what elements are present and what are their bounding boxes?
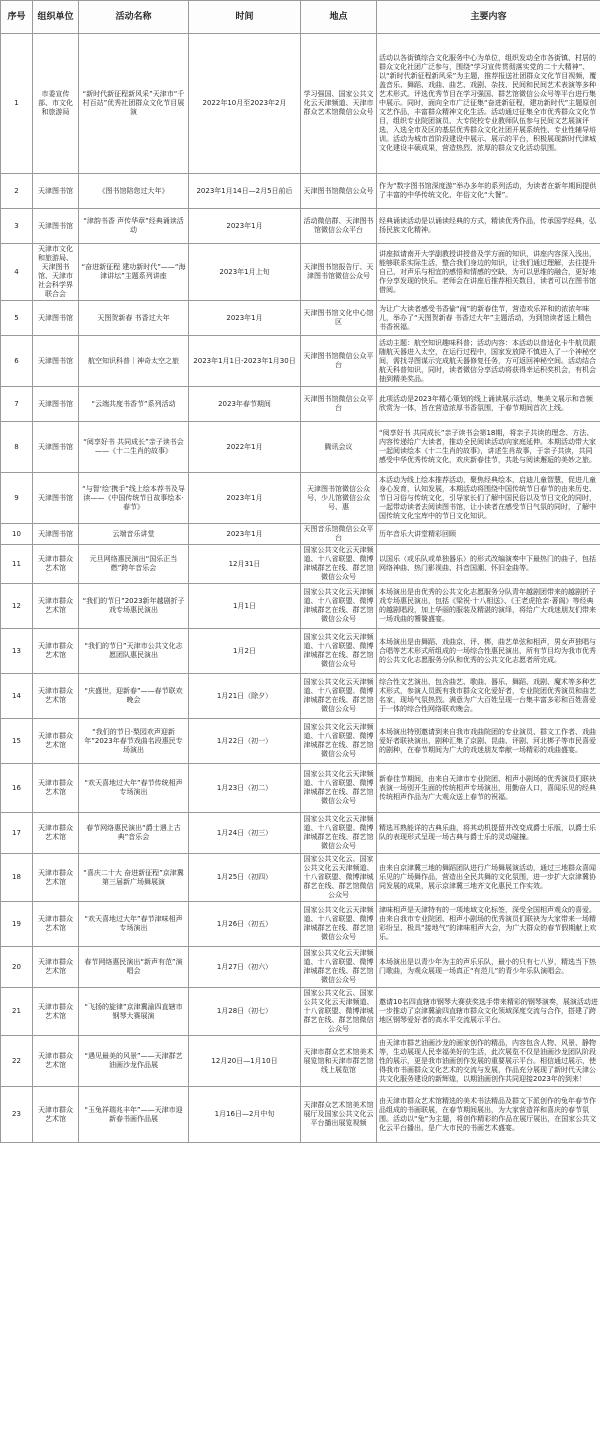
row-place: 腾讯会议 bbox=[301, 422, 377, 473]
table-row bbox=[1, 674, 600, 719]
row-place: 国家公共文化云天津频道、十八省联盟、微博津城群艺在线、群艺馆微信公众号 bbox=[301, 902, 377, 947]
table-row bbox=[1, 719, 600, 764]
table-row bbox=[1, 34, 600, 174]
row-name: 元旦网络惠民演出“国乐正当燃”跨年音乐会 bbox=[79, 545, 189, 584]
row-number: 22 bbox=[1, 1036, 33, 1087]
row-content: 此项活动是2023年精心策划的线上诵读展示活动，集美文展示和音频欣赏为一体，旨在营造浓厚书香氛围，于春节期间首次上线。 bbox=[377, 387, 600, 422]
row-name: “津韵书香 声传华章”经典诵读活动 bbox=[79, 209, 189, 244]
row-org: 天津图书馆 bbox=[33, 209, 79, 244]
row-number: 1 bbox=[1, 34, 33, 174]
row-number: 21 bbox=[1, 988, 33, 1036]
row-org: 天津市群众艺术馆 bbox=[33, 854, 79, 902]
row-number: 6 bbox=[1, 336, 33, 387]
header-no: 序号 bbox=[1, 1, 33, 34]
row-place: 学习强国、国家公共文化云天津频道、天津市群众艺术馆微信公众号 bbox=[301, 34, 377, 174]
row-place: 天津图书馆报告厅、天津图书馆微信公众号 bbox=[301, 244, 377, 301]
row-content: 作为“数字图书馆深度游”举办多年的系列活动，为读者在新年期间提供了丰富的中华传统文化、年俗文化“大餐”。 bbox=[377, 174, 600, 209]
row-number: 14 bbox=[1, 674, 33, 719]
row-name: “我们的节日·梨园欢声迎新年”2023年春节戏曲名段惠民专场演出 bbox=[79, 719, 189, 764]
table-row bbox=[1, 387, 600, 422]
row-time: 12月31日 bbox=[189, 545, 301, 584]
table-row bbox=[1, 301, 600, 336]
row-org: 天津市群众艺术馆 bbox=[33, 947, 79, 988]
row-content: 由来自京津冀三地的舞蹈团队进行广场舞展演活动，通过三地群众喜闻乐见的广场舞作品，营造出全民共舞的文化氛围，进一步扩大京津冀协同发展的成果，展示京津冀三地齐文化惠民工作实效。 bbox=[377, 854, 600, 902]
row-name: “庆盛世，迎新春”——春节联欢晚会 bbox=[79, 674, 189, 719]
row-number: 10 bbox=[1, 524, 33, 545]
row-number: 16 bbox=[1, 764, 33, 813]
row-place: 天津图书馆微信公众号 bbox=[301, 174, 377, 209]
row-org: 天津市群众艺术馆 bbox=[33, 1087, 79, 1143]
row-number: 20 bbox=[1, 947, 33, 988]
table-row bbox=[1, 336, 600, 387]
row-content: 新春佳节期间，由来自天津市专业院团、相声小剧场的优秀演员们联袂表演一场别开生面的传统相声专场演出，用勤奋人口，喜闻乐见的经典传统相声作品为广大观众送上春节的祝福。 bbox=[377, 764, 600, 813]
row-content: 以国乐（或乐队或单独器乐）的形式改编演奏中下最热门的曲子，包括网络神曲、热门影视曲、抖音国潮、怀旧金曲等。 bbox=[377, 545, 600, 584]
table-row bbox=[1, 854, 600, 902]
row-number: 9 bbox=[1, 473, 33, 524]
table-row bbox=[1, 524, 600, 545]
row-place: 国家公共文化云、国家公共文化云天津频道、十八省联盟、微博津城群艺在线、群艺馆微信公众号 bbox=[301, 854, 377, 902]
header-content: 主要内容 bbox=[377, 1, 600, 34]
row-place: 国家公共文化云天津频道、十八省联盟、微博津城群艺在线、群艺馆微信公众号 bbox=[301, 947, 377, 988]
row-number: 3 bbox=[1, 209, 33, 244]
row-time: 1月2日 bbox=[189, 629, 301, 674]
row-place: 天津图书馆微信公众号、少儿馆微信公众号、惠 bbox=[301, 473, 377, 524]
table-row bbox=[1, 584, 600, 629]
row-org: 天津市群众艺术馆 bbox=[33, 1036, 79, 1087]
row-name: “遇见最美的风景”——天津群艺油画沙龙作品展 bbox=[79, 1036, 189, 1087]
row-name: “飞扬的旋律”京津冀渝四直辖市钢琴大赛展演 bbox=[79, 988, 189, 1036]
row-content: 精选耳熟能详的古典乐曲，将其动机提留并改变成爵士乐版，以爵士乐队的表现形式呈现一场古典与爵士乐的灵动碰撞。 bbox=[377, 813, 600, 854]
row-name: “我们的节日”天津市公共文化志愿团队惠民演出 bbox=[79, 629, 189, 674]
row-org: 天津图书馆 bbox=[33, 524, 79, 545]
row-time: 1月21日（除夕） bbox=[189, 674, 301, 719]
row-number: 8 bbox=[1, 422, 33, 473]
row-time: 1月25日（初四） bbox=[189, 854, 301, 902]
row-org: 天津市群众艺术馆 bbox=[33, 764, 79, 813]
row-name: “喜庆二十大 奋进新征程”京津冀第三届新广场舞展演 bbox=[79, 854, 189, 902]
row-content: 讲座拟请南开大学副教授讲授普及学方面的知识，讲座内容深入浅出，能够联系实际生活，整合我们身边的知识，让我们通过理解，去往提升自己，对声乐与相宜的感悟和情感的空缺，为可以思维的融合，更好地作分享发现的快乐。老师会在讲座后推荐相关数目，读者可以在图书馆借阅。 bbox=[377, 244, 600, 301]
row-time: 1月16日—2月中旬 bbox=[189, 1087, 301, 1143]
table-row bbox=[1, 947, 600, 988]
table-row bbox=[1, 1087, 600, 1143]
row-org: 天津市群众艺术馆 bbox=[33, 988, 79, 1036]
row-place: 天图音乐馆微信公众平台 bbox=[301, 524, 377, 545]
table-header-row bbox=[1, 1, 600, 34]
row-name: “与智‘绘’携手”线上绘本荐书及导读——《中国传统节日故事绘本·春节》 bbox=[79, 473, 189, 524]
row-org: 天津图书馆 bbox=[33, 387, 79, 422]
row-org: 天津市群众艺术馆 bbox=[33, 545, 79, 584]
row-time: 1月26日（初五） bbox=[189, 902, 301, 947]
row-content: 本场演出是以青少年为主的声乐乐队，最小的只有七八岁，精选当下热门歌曲，为观众展现一场真正“有范儿”的青少年乐队演唱会。 bbox=[377, 947, 600, 988]
row-content: 历年音乐大讲堂精彩回顾 bbox=[377, 524, 600, 545]
row-time: 1月24日（初三） bbox=[189, 813, 301, 854]
row-number: 15 bbox=[1, 719, 33, 764]
row-number: 2 bbox=[1, 174, 33, 209]
row-name: 天图贺新春 书香过大年 bbox=[79, 301, 189, 336]
row-name: 春节网络惠民演出“新声有范”演唱会 bbox=[79, 947, 189, 988]
row-place: 活动微信群、天津图书馆微信公众平台 bbox=[301, 209, 377, 244]
row-place: 国家公共文化云天津频道、十八省联盟、微博津城群艺在线、群艺馆微信公众号 bbox=[301, 584, 377, 629]
row-time: 2023年1月14日—2月5日前后 bbox=[189, 174, 301, 209]
row-number: 23 bbox=[1, 1087, 33, 1143]
row-content: 本活动为线上绘本推荐活动，聚焦经典绘本，启迪儿童智慧，促进儿童身心发育，认知发展，本期活动将围绕中国传统节日春节的由来历史、节日习俗与传统文化，引导家长们了解中国民俗以及节日文化的同时，一起带动读者去阅读图书馆，让小读者在感受节日气氛的同时，了解中国传统文化宝库中的节日文化知识。 bbox=[377, 473, 600, 524]
header-place: 地点 bbox=[301, 1, 377, 34]
table-row bbox=[1, 174, 600, 209]
row-place: 天津群众艺术馆美术馆展厅及国家公共文化云平台播出展览视频 bbox=[301, 1087, 377, 1143]
row-name: “欢天喜地过大年”春节津味相声专场演出 bbox=[79, 902, 189, 947]
row-org: 天津图书馆 bbox=[33, 301, 79, 336]
row-time: 2023年春节期间 bbox=[189, 387, 301, 422]
row-place: 国家公共文化云天津频道、十八省联盟、微博津城群艺在线、群艺馆微信公众号 bbox=[301, 545, 377, 584]
row-content: 津味相声是天津特有的一项地域文化标签，深受全国相声观众的喜爱。由来自我市专业院团、相声小剧场的优秀演员们联袂为大家带来一场精彩纷呈、极具“接地气”的津味相声大会，为广大群众的春节假期献上欢乐。 bbox=[377, 902, 600, 947]
row-time: 1月28日（初七） bbox=[189, 988, 301, 1036]
row-name: 《图书馆陪您过大年》 bbox=[79, 174, 189, 209]
row-time: 2023年1月 bbox=[189, 209, 301, 244]
header-name: 活动名称 bbox=[79, 1, 189, 34]
row-content: 为让广大读者感受书香偷“闹”的新春佳节，营造欢乐祥和的浓浓年味儿，举办了“天图贺新春 书香过大年”主题活动，为到馆读者送上精色书香祝福。 bbox=[377, 301, 600, 336]
row-org: 天津图书馆 bbox=[33, 473, 79, 524]
row-number: 11 bbox=[1, 545, 33, 584]
row-time: 1月23日（初二） bbox=[189, 764, 301, 813]
row-place: 国家公共文化云天津频道、十八省联盟、微博津城群艺在线、群艺馆微信公众号 bbox=[301, 674, 377, 719]
table-row bbox=[1, 1036, 600, 1087]
row-time: 2023年1月 bbox=[189, 301, 301, 336]
row-time: 2022年10月至2023年2月 bbox=[189, 34, 301, 174]
row-name: “我们的节日”2023新年越剧折子戏专场惠民演出 bbox=[79, 584, 189, 629]
row-org: 天津市群众艺术馆 bbox=[33, 629, 79, 674]
row-name: “奋进新征程 建功新时代”——“海津讲坛”主题系列讲座 bbox=[79, 244, 189, 301]
row-place: 国家公共文化云天津频道、十八省联盟、微博津城群艺在线、群艺馆微信公众号 bbox=[301, 719, 377, 764]
row-org: 天津市文化和旅游局、天津图书馆、天津市社会科学界联合会 bbox=[33, 244, 79, 301]
row-number: 4 bbox=[1, 244, 33, 301]
row-name: 春节网络惠民演出“爵士遇上古典”音乐会 bbox=[79, 813, 189, 854]
row-place: 国家公共文化云天津频道、十八省联盟、微博津城群艺在线、群艺馆微信公众号 bbox=[301, 629, 377, 674]
row-content: 本场演出是由优秀的公共文化志愿服务分队青年越剧团带来的越剧折子戏专场惠民演出，包括《梁祝·十八相送》、《王老虎抢亲·著阁》等经典的越剧唱段，加上华丽的服装及精湛的演绎，将给广大戏迷朋友们带来一场戏曲的饕餮盛宴。 bbox=[377, 584, 600, 629]
row-org: 天津图书馆 bbox=[33, 422, 79, 473]
row-name: “阅享好书 共同成长”亲子读书会——《十二生肖的故事》 bbox=[79, 422, 189, 473]
row-content: 由天津市群艺油画沙龙的画家创作的精品，内容包含人物、风景、静物等，生动展现人民幸福美好的生活，此次展览不仅是油画沙龙团队阶段性的展示，更是我市油画创作发展的重要展示平台。相信通过展示，使得我市书画群众文化艺术的交流与发展，作品充分展现了新时代天津公共文化服务建设的新辉煌，以期油画创作共同迎接2023年的到来！ bbox=[377, 1036, 600, 1087]
table-row bbox=[1, 244, 600, 301]
table-row bbox=[1, 988, 600, 1036]
row-time: 2023年1月 bbox=[189, 473, 301, 524]
row-content: 由天津市群众艺术馆精选的美术书法精品及群文下派创作的兔年春节作品组成的书画联展，在春节期间展出，为大家营造祥和喜庆的春节氛围。活动以“兔”为主题，将创作精彩的作品在展厅展出，在国家公共文化云平台播出，是广大市民的书画艺术盛宴。 bbox=[377, 1087, 600, 1143]
row-place: 天津图书馆微信公众平台 bbox=[301, 387, 377, 422]
row-content: “阅享好书 共同成长”亲子读书会第18期，将亲子共读的理念、方法、内容传递给广大读者，推动全民阅读活动向家庭延伸。本期活动带大家一起阅读绘本《十二生肖的故事》，讲述生肖故事，于亲子共读，共同感受中华优秀传统文化，欢庆新春佳节，共赴与阅读邂逅的美妙之旅。 bbox=[377, 422, 600, 473]
table-row bbox=[1, 422, 600, 473]
table-row bbox=[1, 545, 600, 584]
row-time: 12月20日—1月10日 bbox=[189, 1036, 301, 1087]
row-place: 国家公共文化云、国家公共文化云天津频道、十八省联盟、微博津城群艺在线、群艺馆微信公众号 bbox=[301, 988, 377, 1036]
row-org: 天津市群众艺术馆 bbox=[33, 813, 79, 854]
table-row bbox=[1, 902, 600, 947]
row-content: 综合性文艺演出，包含曲艺、歌曲、器乐、舞蹈、戏剧、魔术等多种艺术形式，参演人员既有我市群众文化爱好者，专业院团优秀演员和曲艺名家，现场气氛热烈。满意为广大百姓呈现一台集丰富多彩和百姓喜爱于一体的综合性网络联欢晚会。 bbox=[377, 674, 600, 719]
row-place: 天津图书馆文化中心馆区 bbox=[301, 301, 377, 336]
row-content: 经典诵读活动是以诵读经典的方式，精读优秀作品，传承国学经典，弘扬民族文化精神。 bbox=[377, 209, 600, 244]
row-name: 航空知识科普｜神奇太空之旅 bbox=[79, 336, 189, 387]
row-name: “欢天喜地过大年”春节传统相声专场演出 bbox=[79, 764, 189, 813]
row-number: 18 bbox=[1, 854, 33, 902]
row-number: 5 bbox=[1, 301, 33, 336]
table-row bbox=[1, 813, 600, 854]
row-number: 19 bbox=[1, 902, 33, 947]
row-place: 天津图书馆微信公众平台 bbox=[301, 336, 377, 387]
row-org: 天津市群众艺术馆 bbox=[33, 674, 79, 719]
row-org: 市委宣传部、市文化和旅游局 bbox=[33, 34, 79, 174]
row-org: 天津市群众艺术馆 bbox=[33, 719, 79, 764]
row-org: 天津市群众艺术馆 bbox=[33, 584, 79, 629]
row-name: “新时代新征程新风采”天津市“千村百站”优秀社团群众文化节目展演 bbox=[79, 34, 189, 174]
row-name: “云端共度书香节”系列活动 bbox=[79, 387, 189, 422]
header-time: 时间 bbox=[189, 1, 301, 34]
row-place: 国家公共文化云天津频道、十八省联盟、微博津城群艺在线、群艺馆微信公众号 bbox=[301, 764, 377, 813]
row-content: 邀请10名四直辖市钢琴大赛获奖选手带来精彩的钢琴演奏，展演活动进一步推动了京津冀渝四直辖市群众文化领域深度交流与合作，搭建了跨地区钢琴爱好者的高水平交流展示平台。 bbox=[377, 988, 600, 1036]
row-time: 2023年1月 bbox=[189, 524, 301, 545]
row-place: 国家公共文化云天津频道、十八省联盟、微博津城群艺在线、群艺馆微信公众号 bbox=[301, 813, 377, 854]
table-row bbox=[1, 473, 600, 524]
row-content: 本场演出特别邀请到来自我市戏曲院团的专业演员、群文工作者、戏曲爱好者联袂演出，剧种汇集了京剧、昆曲、评剧、河北梆子等市民喜爱的剧种，在春节期间为广大的戏迷朋友奉献一场精彩的戏曲盛宴。 bbox=[377, 719, 600, 764]
row-number: 17 bbox=[1, 813, 33, 854]
row-number: 12 bbox=[1, 584, 33, 629]
row-time: 1月22日（初一） bbox=[189, 719, 301, 764]
row-time: 1月1日 bbox=[189, 584, 301, 629]
table-row bbox=[1, 764, 600, 813]
row-name: 云端音乐讲堂 bbox=[79, 524, 189, 545]
row-time: 2023年1月1日-2023年1月30日 bbox=[189, 336, 301, 387]
row-time: 2022年1月 bbox=[189, 422, 301, 473]
row-name: “玉兔祥瑞兆丰年”——天津市迎新春书画作品展 bbox=[79, 1087, 189, 1143]
table-row bbox=[1, 209, 600, 244]
row-org: 天津图书馆 bbox=[33, 174, 79, 209]
row-org: 天津图书馆 bbox=[33, 336, 79, 387]
row-content: 活动主题：航空知识趣味科普；活动内容：本活动以普适化卡牛航员跟随航天器进入太空，在运行过程中，国家发放降不慎进入了一个神秘空间，需找寻图谋示完成航天器修复任务，方可返回神秘空间。活动结合航天科普知识，同时，读者微信分享活动将获得幸运积奖机会，有机会抽到精美奖品。 bbox=[377, 336, 600, 387]
row-content: 本场演出是由舞蹈、戏曲京、评、梆，曲艺单弦和相声，男女声独唱与合唱等艺术形式所组成的一场综合性惠民演出，所有节目均为我市优秀的公共文化志愿服务分队和优秀的公共文化志愿者所完成。 bbox=[377, 629, 600, 674]
row-place: 天津市群众艺术馆美术展览馆和天津市群艺馆线上展览馆 bbox=[301, 1036, 377, 1087]
row-time: 1月27日（初六） bbox=[189, 947, 301, 988]
table-row bbox=[1, 629, 600, 674]
row-time: 2023年1月上旬 bbox=[189, 244, 301, 301]
row-number: 7 bbox=[1, 387, 33, 422]
table-body bbox=[1, 34, 600, 1143]
row-content: 活动以各街镇综合文化服务中心为单位，组织发动全市各街镇、村居的群众文化社团广泛参与，围绕“学习宣传贯彻落实党的二十大精神”、以“新时代新征程新风采”为主题，推荐报送社团群众文化节目视频，覆盖音乐、舞蹈、戏曲、曲艺、戏剧、杂技、民间和民间艺术表演等多种艺术形式。评选优秀节目在学习强国、群艺馆微信公众号等平台进行集中展示。同时，面向全市广泛征集“奋进新征程，建功新时代”主题原创文艺作品，丰富群众精神文化生活。活动通过征集全市优秀群众文化节目，组织专业院团演员、大专院校专业教师队伍参与民间文艺展演评选，入选全市及区的基层优秀群众文化社团开展系统性、专业性辅导培训。活动为城市首阶段建设中展示、展示的平台，积极展现新时代津城文化建设丰硕成果，营造热烈、浓厚的群众文化活动氛围。 bbox=[377, 34, 600, 174]
header-org: 组织单位 bbox=[33, 1, 79, 34]
row-org: 天津市群众艺术馆 bbox=[33, 902, 79, 947]
row-number: 13 bbox=[1, 629, 33, 674]
